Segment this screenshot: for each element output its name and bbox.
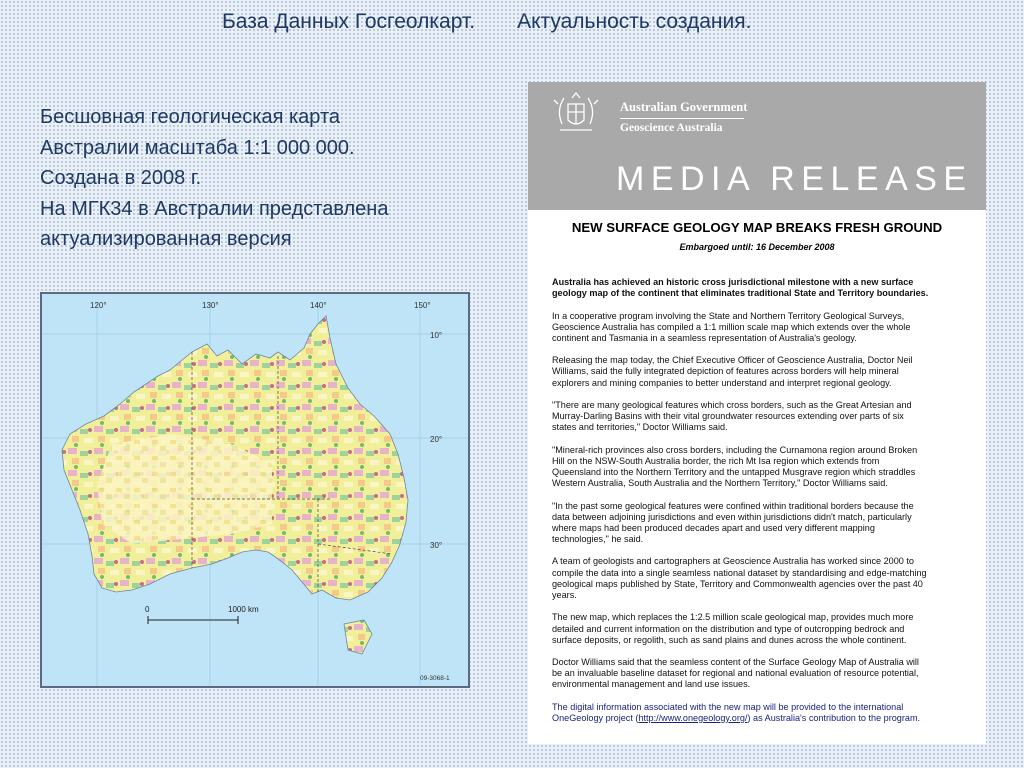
- slide-title-part2: Актуальность создания.: [517, 10, 752, 33]
- release-paragraph: [552, 355, 984, 389]
- release-line: Releasing the map today, the Chief Executive Officer of Geoscience Australia, Doctor Neil: [552, 355, 913, 366]
- release-line: technologies," he said.: [552, 534, 644, 545]
- release-paragraph: [552, 311, 984, 345]
- release-line: where maps had been produced decades apart and used very different mapping: [552, 522, 875, 533]
- lon-label: 140°: [310, 301, 327, 310]
- lat-label: 20°: [430, 435, 443, 444]
- release-headline: NEW SURFACE GEOLOGY MAP BREAKS FRESH GROUND: [571, 220, 943, 235]
- map-id: 09-3068-1: [420, 675, 450, 682]
- release-line: "There are many geological features which cross borders, such as the Great Artesian and: [552, 399, 912, 410]
- release-line: Hill on the NSW-South Australia border, the rich Mt Isa region which extends from: [552, 455, 880, 466]
- release-line: geology map of the continent that eliminates traditional State and Territory boundaries.: [552, 288, 929, 299]
- footer-text: ) as Australia's contribution to the program.: [747, 712, 921, 723]
- release-embargo: Embargoed until: 16 December 2008: [679, 242, 835, 252]
- scale-label: 1000 km: [228, 605, 259, 614]
- footer-text: OneGeology project (: [552, 712, 639, 723]
- lat-label: 10°: [430, 331, 443, 340]
- body-line: Австралии масштаба 1:1 000 000.: [40, 136, 355, 159]
- slide-title-part1: База Данных Госгеолкарт.: [222, 10, 476, 33]
- lat-label: 30°: [430, 541, 443, 550]
- body-line: На МГК34 в Австралии представлена: [40, 197, 389, 220]
- release-paragraph: [552, 501, 984, 546]
- release-line: Doctor Williams said that the seamless content of the Surface Geology Map of Australia will: [552, 657, 919, 668]
- media-release-banner: MEDIA RELEASE: [616, 160, 973, 198]
- onegeology-link[interactable]: http://www.onegeology.org/: [638, 712, 748, 723]
- lon-label: 120°: [90, 301, 107, 310]
- release-line: be an invaluable baseline dataset for regional and national evaluation of resource potential,: [552, 668, 919, 679]
- release-footer: [552, 702, 984, 724]
- release-line: explorers and mining companies to better understand and interpret regional geology.: [552, 377, 892, 388]
- body-line: Бесшовная геологическая карта: [40, 106, 341, 128]
- release-line: detailed and current information on the distribution and type of outcropping bedrock and: [552, 623, 905, 634]
- release-line: The new map, which replaces the 1:2.5 million scale geological map, provides much more: [552, 612, 914, 623]
- release-body: [552, 277, 984, 735]
- release-line: Australia has achieved an historic cross jurisdictional milestone with a new surface: [552, 277, 914, 287]
- release-line: Williams, said the fully integrated depiction of features across borders will help mineral: [552, 366, 899, 377]
- release-line: years.: [552, 590, 577, 601]
- gov-line2: Geoscience Australia: [620, 122, 723, 134]
- release-line: Western Australia, South Australia and the Northern Territory," Doctor Williams said.: [552, 478, 888, 489]
- body-line: Создана в 2008 г.: [40, 167, 202, 189]
- release-footer-line: The digital information associated with the new map will be provided to the international: [552, 701, 904, 712]
- release-paragraph: [552, 556, 984, 601]
- lon-label: 150°: [414, 301, 431, 310]
- release-line: compile the data into a single seamless national dataset by standardising and edge-matching: [552, 567, 927, 578]
- tasmania-landmass: [344, 620, 372, 654]
- release-line: states and territories," Doctor Williams said.: [552, 422, 728, 433]
- release-line: geological maps published by State, Territory and Commonwealth agencies over the past 40: [552, 578, 923, 589]
- release-header: [528, 82, 986, 210]
- australia-geology-map: [40, 292, 470, 688]
- release-footer-line: [552, 713, 984, 724]
- media-release-document: [528, 82, 986, 744]
- scale-zero: 0: [145, 605, 150, 614]
- lon-label: 130°: [202, 301, 219, 310]
- release-line: Queensland into the Northern Territory and the untapped Musgrave region which straddles: [552, 467, 916, 478]
- body-line: актуализированная версия: [40, 228, 292, 250]
- release-line: data between adjoining jurisdictions and even within jurisdictions didn't match, particularly: [552, 511, 912, 522]
- release-paragraph: [552, 277, 984, 299]
- release-paragraph: [552, 657, 984, 691]
- release-line: environmental management and land use issues.: [552, 679, 751, 690]
- release-line: "In the past some geological features were confined within traditional borders because the: [552, 500, 914, 511]
- release-line: continent and Tasmania in a seamless representation of Australia's geology.: [552, 332, 857, 343]
- gov-divider: [620, 118, 744, 119]
- map-image: [42, 294, 468, 686]
- release-line: "Mineral-rich provinces also cross borders, including the Curnamona region around Broken: [552, 444, 918, 455]
- slide-title: [0, 10, 1024, 34]
- release-line: A team of geologists and cartographers at Geoscience Australia has worked since 2000 to: [552, 556, 914, 567]
- slide-body-text: [40, 102, 480, 255]
- release-line: Murray-Darling Basins with their vital groundwater resources extending over parts of six: [552, 411, 904, 422]
- release-paragraph: [552, 612, 984, 646]
- release-line: Geoscience Australia has compiled a 1:1 million scale map which extends over the whole: [552, 321, 911, 332]
- release-line: In a cooperative program involving the State and Northern Territory Geological Surveys,: [552, 310, 905, 321]
- coat-of-arms-icon: [542, 90, 610, 140]
- release-paragraph: [552, 445, 984, 490]
- gov-line1: Australian Government: [620, 100, 748, 114]
- release-line: surface deposits, or regolith, such as sand plains and dunes across the whole continent.: [552, 634, 907, 645]
- release-paragraph: [552, 400, 984, 434]
- scale-bar: [145, 605, 259, 624]
